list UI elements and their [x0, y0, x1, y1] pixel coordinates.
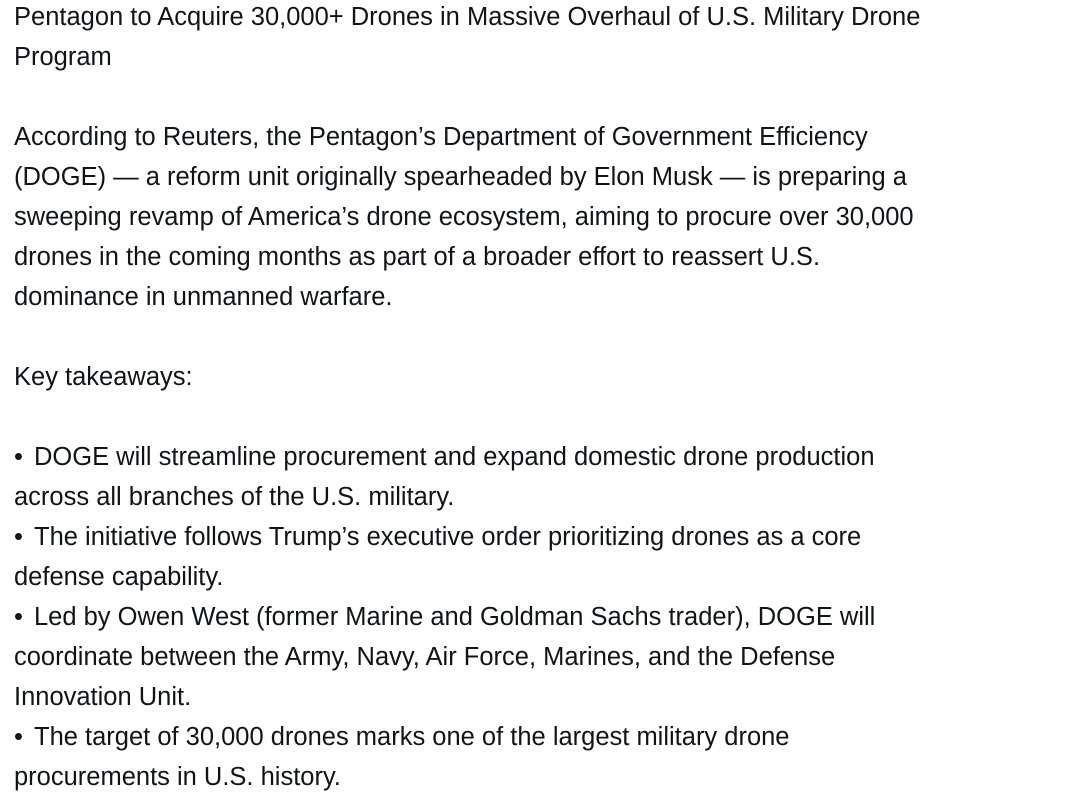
paragraph-spacer [14, 317, 1052, 357]
bullet-text: The initiative follows Trump’s executive order prioritizing drones as a core [34, 523, 862, 551]
bullet-text: Led by Owen West (former Marine and Goldman Sachs trader), DOGE will [34, 603, 876, 631]
headline-line: Program [14, 43, 112, 71]
intro-line: (DOGE) — a reform unit originally spearheaded by Elon Musk — is preparing a [14, 163, 907, 191]
bullet-glyph: • [14, 443, 23, 471]
paragraph-spacer [14, 77, 1052, 117]
list-item [14, 437, 1052, 517]
intro-line: sweeping revamp of America’s drone ecosystem, aiming to procure over 30,000 [14, 203, 914, 231]
list-item [14, 717, 1052, 797]
bullet-text: Innovation Unit. [14, 683, 192, 711]
paragraph-spacer [14, 397, 1052, 437]
bullet-glyph: • [14, 603, 23, 631]
post-headline [14, 0, 1052, 77]
bullet-text: across all branches of the U.S. military. [14, 483, 455, 511]
bullet-glyph: • [14, 723, 23, 751]
intro-line: dominance in unmanned warfare. [14, 283, 393, 311]
takeaways-heading: Key takeaways: [14, 363, 193, 391]
bullet-text: defense capability. [14, 563, 224, 591]
bullet-glyph: • [14, 523, 23, 551]
intro-line: According to Reuters, the Pentagon’s Department of Government Efficiency [14, 123, 868, 151]
list-item [14, 597, 1052, 717]
bullet-text: procurements in U.S. history. [14, 763, 341, 791]
list-item [14, 517, 1052, 597]
bullet-text: DOGE will streamline procurement and expand domestic drone production [34, 443, 875, 471]
intro-line: drones in the coming months as part of a broader effort to reassert U.S. [14, 243, 821, 271]
bullet-text: coordinate between the Army, Navy, Air Force, Marines, and the Defense [14, 643, 836, 671]
takeaways-list [14, 437, 1052, 797]
intro-paragraph [14, 117, 1052, 317]
headline-line: Pentagon to Acquire 30,000+ Drones in Massive Overhaul of U.S. Military Drone [14, 3, 921, 31]
bullet-text: The target of 30,000 drones marks one of the largest military drone [34, 723, 790, 751]
